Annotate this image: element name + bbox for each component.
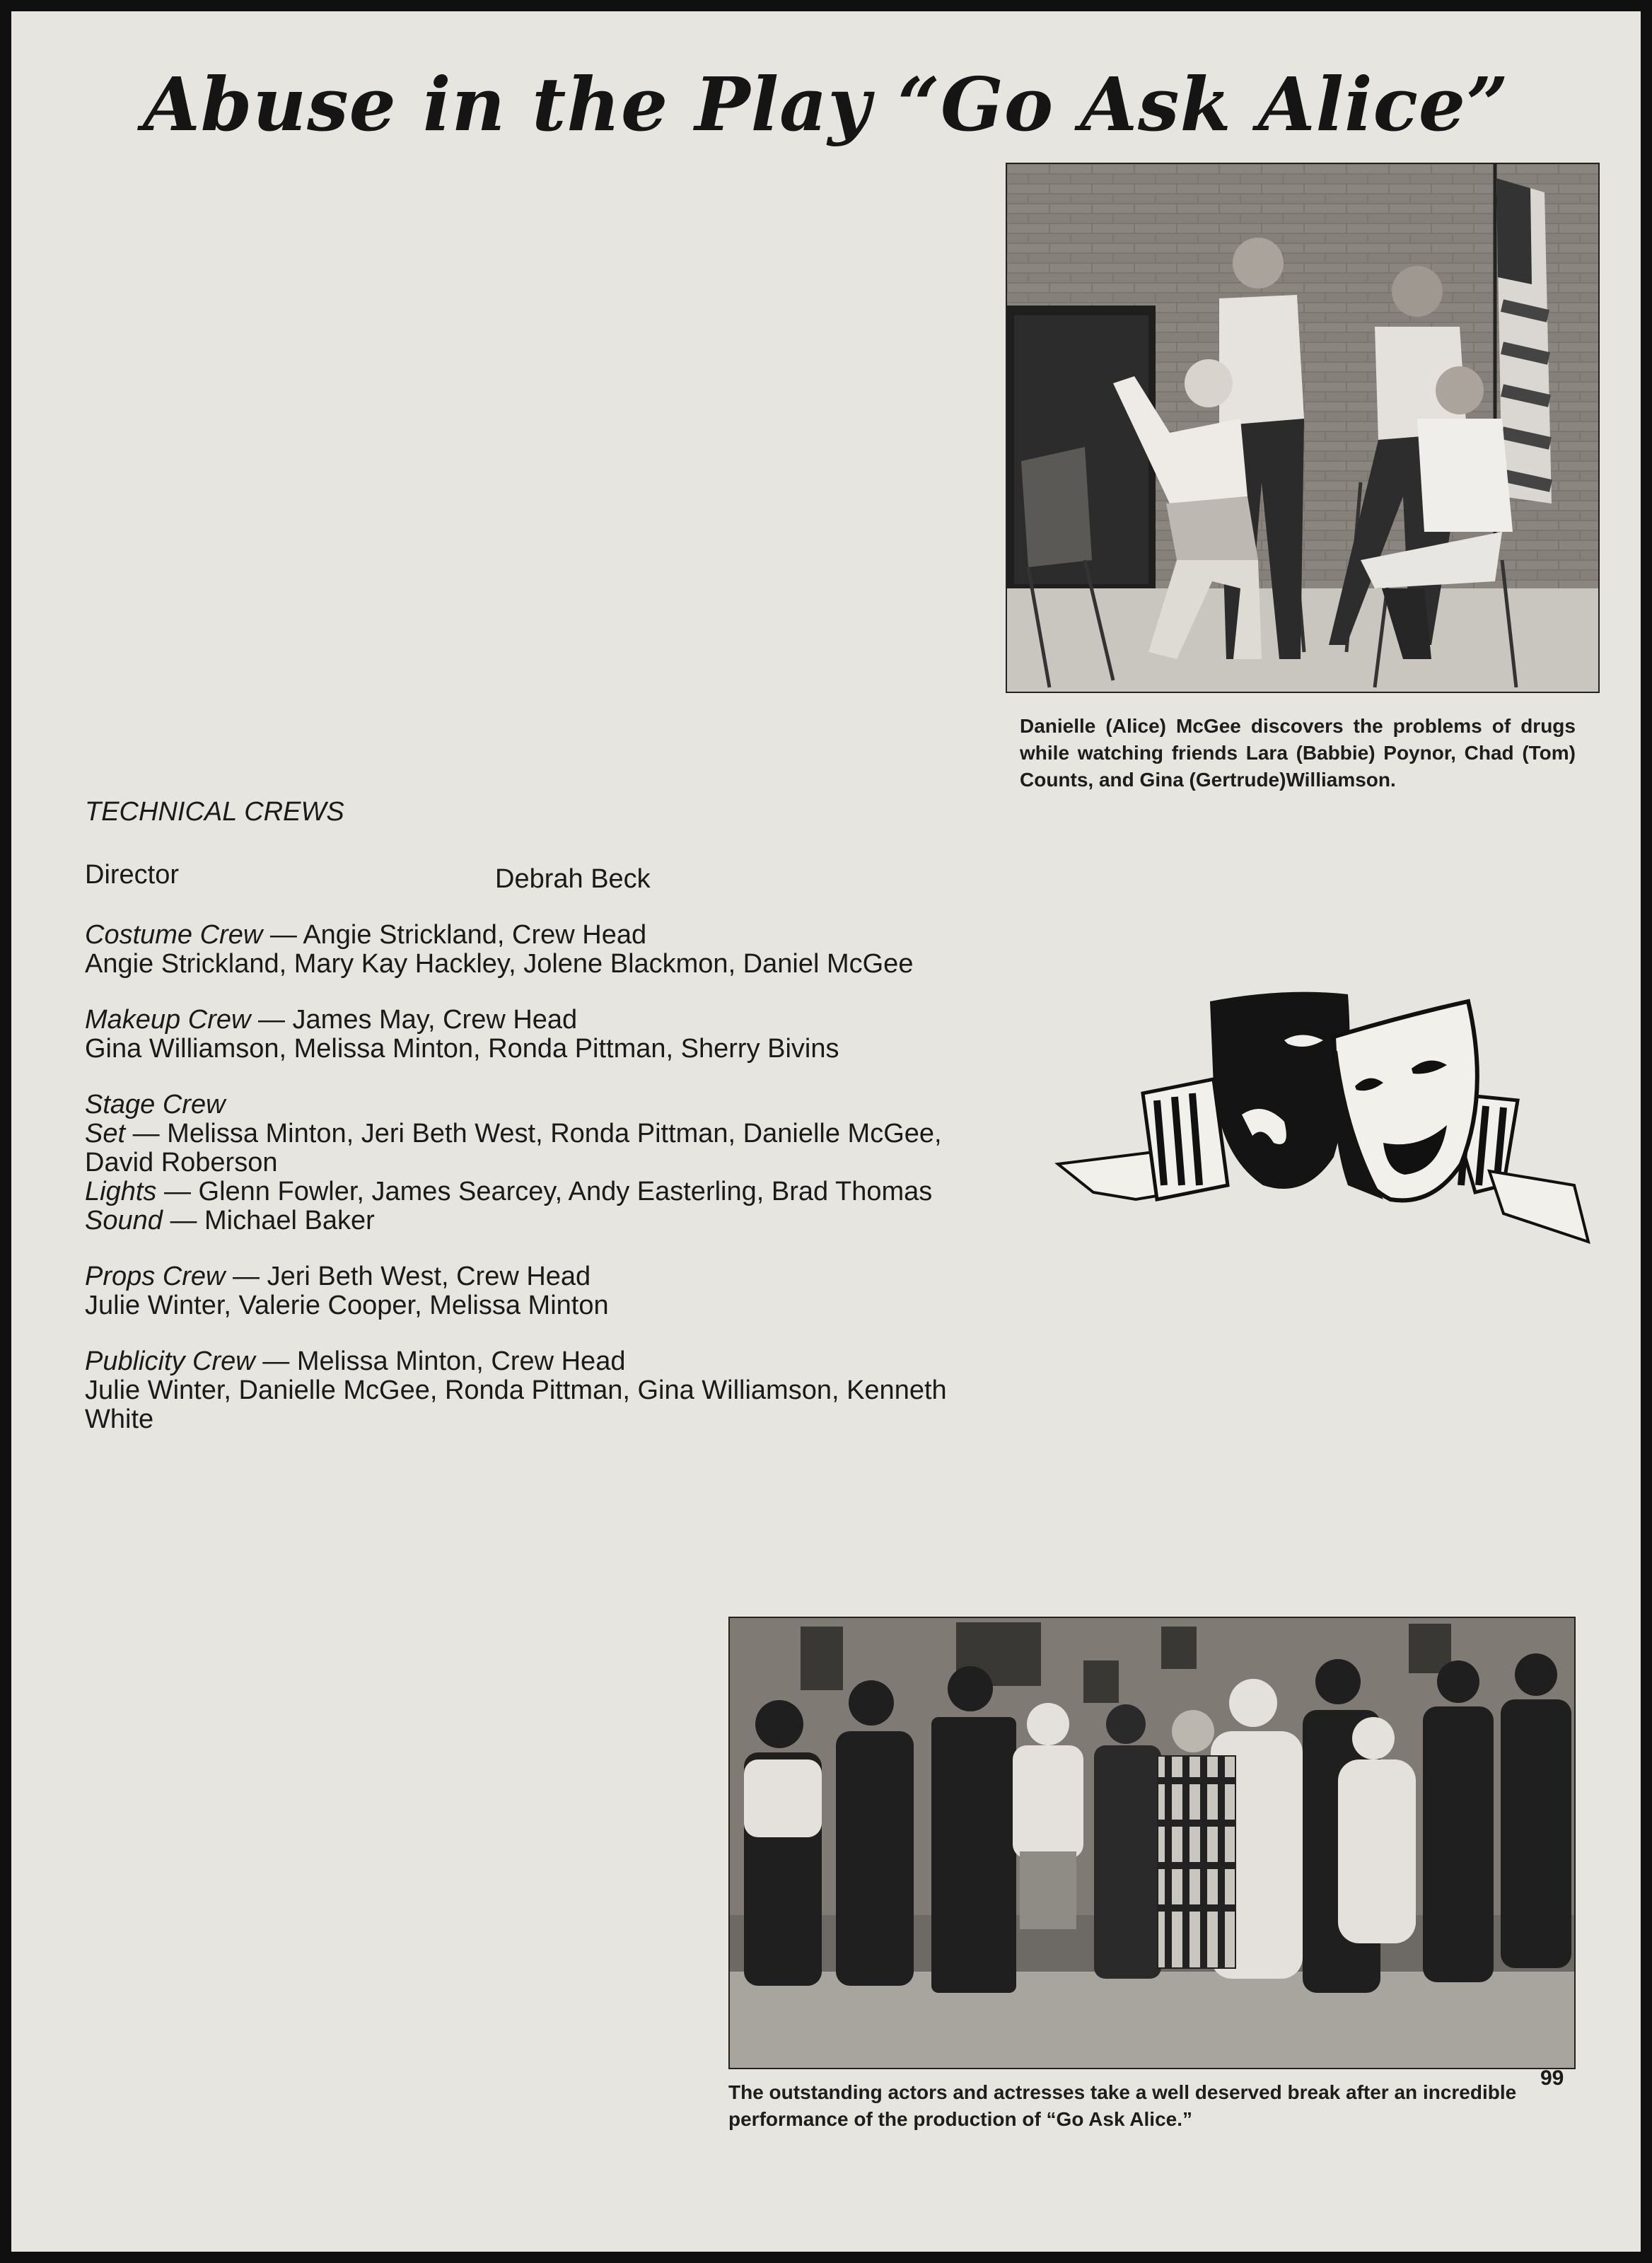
makeup-crew <box>85 1006 976 1064</box>
photo-cast-caption: The outstanding actors and actresses take a well deserved break after an incredible performance of the production of “Go Ask Alice.” <box>728 2081 1517 2130</box>
stage-crew <box>85 1090 976 1235</box>
page-number: 99 <box>1540 2066 1564 2090</box>
set-label: Set <box>85 1119 126 1148</box>
sound-label: Sound <box>85 1206 163 1235</box>
lights-label: Lights <box>85 1177 157 1206</box>
yearbook-page <box>11 11 1641 2252</box>
costume-crew-members: Angie Strickland, Mary Kay Hackley, Jolene Blackmon, Daniel McGee <box>85 949 914 979</box>
publicity-crew-head: — Melissa Minton, Crew Head <box>255 1346 626 1376</box>
page-title: Abuse in the Play “Go Ask Alice” <box>143 61 1509 148</box>
director-value: Debrah Beck <box>495 864 651 894</box>
technical-crews-heading: TECHNICAL CREWS <box>85 797 344 827</box>
director-row <box>85 861 976 894</box>
photo-alice-scene <box>1006 163 1600 693</box>
makeup-crew-head: — James May, Crew Head <box>250 1005 578 1035</box>
makeup-crew-label: Makeup Crew <box>85 1005 251 1035</box>
stage-crew-label: Stage Crew <box>85 1090 226 1119</box>
publicity-crew-label: Publicity Crew <box>85 1346 255 1376</box>
director-label: Director <box>85 860 180 890</box>
makeup-crew-members: Gina Williamson, Melissa Minton, Ronda Pittman, Sherry Bivins <box>85 1034 839 1064</box>
props-crew-members: Julie Winter, Valerie Cooper, Melissa Minton <box>85 1291 609 1320</box>
props-crew <box>85 1262 976 1320</box>
lights-members: — Glenn Fowler, James Searcey, Andy Easterling, Brad Thomas <box>156 1177 933 1206</box>
photo-alice-scene-image <box>1007 164 1598 692</box>
costume-crew <box>85 921 976 979</box>
publicity-crew <box>85 1347 976 1434</box>
drama-masks-icon <box>1051 973 1595 1270</box>
costume-crew-label: Costume Crew <box>85 920 263 950</box>
publicity-crew-members: Julie Winter, Danielle McGee, Ronda Pittman, Gina Williamson, Kenneth White <box>85 1375 947 1434</box>
set-members: — Melissa Minton, Jeri Beth West, Ronda Pittman, Danielle McGee, David Roberson <box>85 1119 942 1177</box>
costume-crew-head: — Angie Strickland, Crew Head <box>262 920 647 950</box>
props-crew-head: — Jeri Beth West, Crew Head <box>225 1262 591 1291</box>
photo-cast-bow <box>728 1617 1576 2069</box>
photo-alice-caption: Danielle (Alice) McGee discovers the problems of drugs while watching friends Lara (Babbie) Poynor, Chad (Tom) Counts, and Gina (Gertrude)Williamson. <box>1020 715 1576 791</box>
sound-members: — Michael Baker <box>162 1206 375 1235</box>
technical-crews <box>85 798 976 1461</box>
props-crew-label: Props Crew <box>85 1262 226 1291</box>
photo-cast-bow-image <box>730 1618 1574 2068</box>
